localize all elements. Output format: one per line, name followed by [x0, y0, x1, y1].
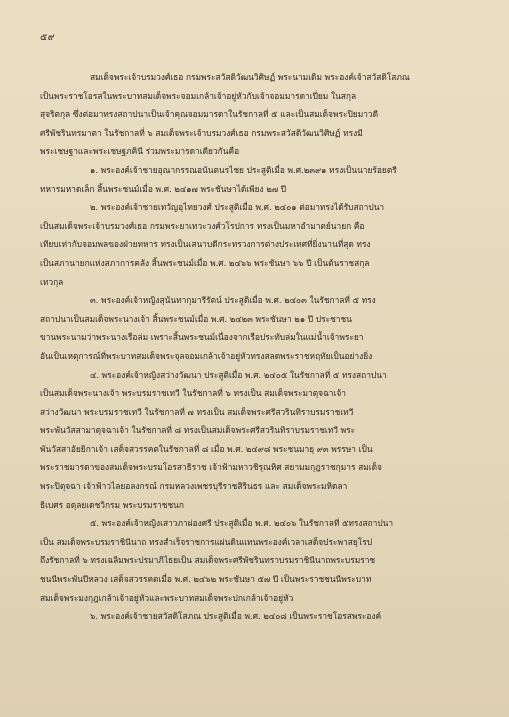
text-line: สมเด็จพระมงกุฎเกล้าเจ้าอยู่หัวและพระบาทสมเด็จพระปกเกล้าเจ้าอยู่หัว: [40, 592, 294, 603]
text-line: เทวกุล: [40, 276, 64, 287]
text-line: ชนนีพระพันปีหลวง เสด็จสวรรคตเมื่อ พ.ศ. ๒๔๖๒ พระชันษา ๕๗ ปี เป็นพระราชชนนีพระบาท: [40, 574, 372, 585]
text-line: พันวัสสาอัยยิกาเจ้า เสด็จสวรรคตในรัชกาลที่ ๘ เมื่อ พ.ศ. ๒๔๙๘ พระชนมายุ ๙๓ พรรษา เป็น: [40, 443, 373, 454]
text-line: สว่างวัฒนา พระบรมราชเทวี ในรัชกาลที่ ๗ ทรงเป็น สมเด็จพระศรีสวรินทิราบรมราชเทวี: [40, 406, 354, 417]
text-line: ๔. พระองค์เจ้าหญิงสว่างวัฒนา ประสูติเมื่อ พ.ศ. ๒๔๐๕ ในรัชกาลที่ ๕ ทรงสถาปนา: [90, 369, 387, 380]
text-line: เป็นสภานายกแห่งสภาการคลัง สิ้นพระชนม์เมื่อ พ.ศ. ๒๔๖๖ พระชันษา ๖๖ ปี เป็นต้นราชสกุล: [40, 257, 370, 268]
text-line: เป็น สมเด็จพระบรมราชินีนาถ ทรงสำเร็จราชการแผ่นดินแทนพระองค์เวลาเสด็จประพาสยุโรป: [40, 536, 373, 547]
text-line: ๖. พระองค์เจ้าชายสวัสดิโสภณ ประสูติเมื่อ พ.ศ. ๒๔๐๘ เป็นพระราชโอรสพระองค์: [90, 611, 382, 622]
text-line: พระเชษฐาและพระเชษฐภคินี ร่วมพระมารดาเดียวกันคือ: [40, 146, 240, 157]
text-line: เป็นสมเด็จพระนางเจ้า พระบรมราชเทวี ในรัชกาลที่ ๖ ทรงเป็น สมเด็จพระมาตุจฉาเจ้า: [40, 388, 346, 399]
page-number: ๕๙: [40, 32, 56, 43]
text-line: ๓. พระองค์เจ้าหญิงสุนันทากุมารีรัตน์ ประสูติเมื่อ พ.ศ. ๒๔๐๓ ในรัชกาลที่ ๕ ทรง: [90, 295, 376, 306]
text-line: เทียบเท่ากับจอมพลของฝ่ายทหาร ทรงเป็นเสนาบดีกระทรวงการต่างประเทศที่ยิ่งนานที่สุด ทรง: [40, 239, 371, 250]
text-line: ทหารมหาดเล็ก สิ้นพระชนม์เมื่อ พ.ศ. ๒๔๑๗ พระชันษาได้เพียง ๒๗ ปี: [40, 183, 287, 194]
text-line: ธิเบศร อดุลยเดชวิกรม พระบรมราชชนก: [40, 499, 184, 510]
text-line: ๒. พระองค์เจ้าชายเทวัญอุไทยวงศ์ ประสูติเมื่อ พ.ศ. ๒๔๐๑ ต่อมาทรงได้รับสถาปนา: [90, 202, 385, 213]
text-line: ๕. พระองค์เจ้าหญิงเสาวภาผ่องศรี ประสูติเมื่อ พ.ศ. ๒๔๐๖ ในรัชกาลที่ ๕ทรงสถาปนา: [90, 518, 394, 529]
text-line: พระปิตุจฉา เจ้าฟ้าวไลยอลงกรณ์ กรมหลวงเพชรบุรีราชสิรินธร และ สมเด็จพระมหิดลา: [40, 481, 348, 492]
text-line: พระราชมารดาของสมเด็จพระบรมโอรสาธิราช เจ้าฟ้ามหาวชิรุณหิศ สยามมกุฎราชกุมาร สมเด็จ: [40, 462, 382, 473]
text-line: ขานพระนามว่าพระนางเรือล่ม เพราะสิ้นพระชนม์เนื่องจากเรือประทับล่มในแม่น้ำเจ้าพระยา: [40, 332, 364, 343]
text-line: สมเด็จพระเจ้าบรมวงศ์เธอ กรมพระสวัสดิวัฒนวิศิษฏ์ พระนามเดิม พระองค์เจ้าสวัสดิโสภณ: [90, 72, 410, 82]
text-line: สุจริตกุล ซึ่งต่อมาทรงสถาปนาเป็นเจ้าคุณจอมมารดาในรัชกาลที่ ๕ และเป็นสมเด็จพระปิยมาวดี: [40, 109, 379, 120]
text-line: ๑. พระองค์เจ้าชายอุณากรรณอนันตนรไชย ประสูติเมื่อ พ.ศ.๒๓๙๑ ทรงเป็นนายร้อยตรี: [90, 164, 397, 175]
text-line: ศรีพัชรินทรมาตา ในรัชกาลที่ ๖ สมเด็จพระเจ้าบรมวงศ์เธอ กรมพระสวัสดิวัฒนวิศิษฏ์ ทรงมี: [40, 127, 363, 138]
body-text: [40, 68, 476, 626]
text-line: อันเป็นเหตุการณ์ที่พระบาทสมเด็จพระจุลจอมเกล้าเจ้าอยู่หัวทรงสลดพระราชหฤทัยเป็นอย่างยิ่ง: [40, 350, 373, 361]
text-line: เป็นสมเด็จพระเจ้าบรมวงศ์เธอ กรมพระยาเทวะวงศ์วโรปการ ทรงเป็นมหาอำมาตย์นายก คือ: [40, 220, 365, 231]
text-line: สถาปนาเป็นสมเด็จพระนางเจ้า สิ้นพระชนม์เมื่อ พ.ศ. ๒๔๒๓ พระชันษา ๒๑ ปี ประชาชน: [40, 313, 352, 324]
text-line: เป็นพระราชโอรสในพระบาทสมเด็จพระจอมเกล้าเจ้าอยู่หัวกับเจ้าจอมมารดาเปี่ยม ในสกุล: [40, 90, 357, 101]
text-line: พระพันวัสสามาตุจฉาเจ้า ในรัชกาลที่ ๘ ทรงเป็นสมเด็จพระศรีสวรินทิราบรมราชเทวี พระ: [40, 425, 356, 436]
text-line: ถึงรัชกาลที่ ๖ ทรงเฉลิมพระปรมาภิไธยเป็น สมเด็จพระศรีพัชรินทราบรมราชินีนาถพระบรมราช: [40, 555, 376, 566]
